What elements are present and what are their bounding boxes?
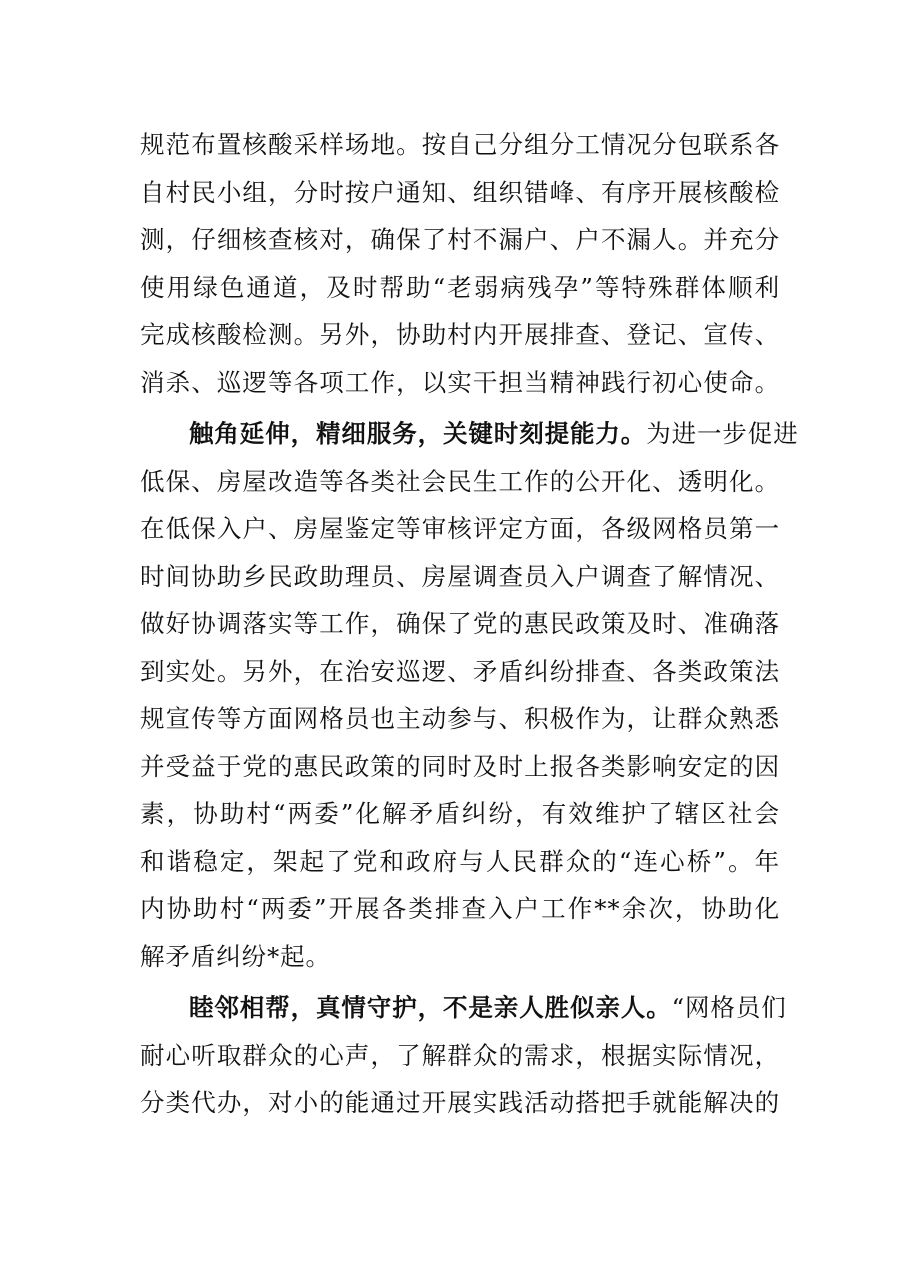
text-line: 解矛盾纠纷*起。	[140, 941, 331, 971]
document-body	[140, 121, 799, 1127]
text-line: 自村民小组，分时按户通知、组织错峰、有序开展核酸检	[140, 177, 780, 207]
paragraph-heading: 触角延伸，精细服务，关键时刻提能力。	[189, 419, 647, 448]
text-line: 和谐稳定，架起了党和政府与人民群众的“连心桥”。年	[140, 846, 780, 876]
text-line: 耐心听取群众的心声，了解群众的需求，根据实际情况，	[140, 1040, 780, 1070]
text-line: 到实处。另外，在治安巡逻、矛盾纠纷排查、各类政策法	[140, 656, 780, 686]
text-line: 素，协助村“两委”化解矛盾纠纷，有效维护了辖区社会	[140, 799, 780, 828]
text-line: 规范布置核酸采样场地。按自己分组分工情况分包联系各	[140, 130, 780, 159]
text-run: “网格员们	[671, 993, 787, 1022]
text-run: 为进一步促进	[646, 419, 799, 448]
text-line: 使用绿色通道，及时帮助“老弱病残孕”等特殊群体顺利	[140, 272, 780, 302]
text-line: 消杀、巡逻等各项工作，以实干担当精神践行初心使命。	[140, 367, 780, 397]
text-line: 完成核酸检测。另外，协助村内开展排查、登记、宣传、	[140, 320, 780, 349]
text-line: 低保、房屋改造等各类社会民生工作的公开化、透明化。	[140, 466, 780, 496]
text-line: 并受益于党的惠民政策的同时及时上报各类影响安定的因	[140, 751, 780, 781]
paragraph-heading-line	[140, 984, 787, 1032]
text-line: 分类代办，对小的能通过开展实践活动搭把手就能解决的	[140, 1088, 780, 1117]
text-line: 时间协助乡民政助理员、房屋调查员入户调查了解情况、	[140, 561, 780, 591]
text-line: 做好协调落实等工作，确保了党的惠民政策及时、准确落	[140, 609, 780, 638]
text-line: 测，仔细核查核对，确保了村不漏户、户不漏人。并充分	[140, 225, 780, 254]
text-line: 规宣传等方面网格员也主动参与、积极作为，让群众熟悉	[140, 704, 780, 733]
paragraph-heading: 睦邻相帮，真情守护，不是亲人胜似亲人。	[189, 993, 672, 1022]
text-line: 内协助村“两委”开展各类排查入户工作**余次，协助化	[140, 894, 780, 923]
text-line: 在低保入户、房屋鉴定等审核评定方面，各级网格员第一	[140, 514, 780, 543]
paragraph-heading-line	[140, 410, 799, 458]
